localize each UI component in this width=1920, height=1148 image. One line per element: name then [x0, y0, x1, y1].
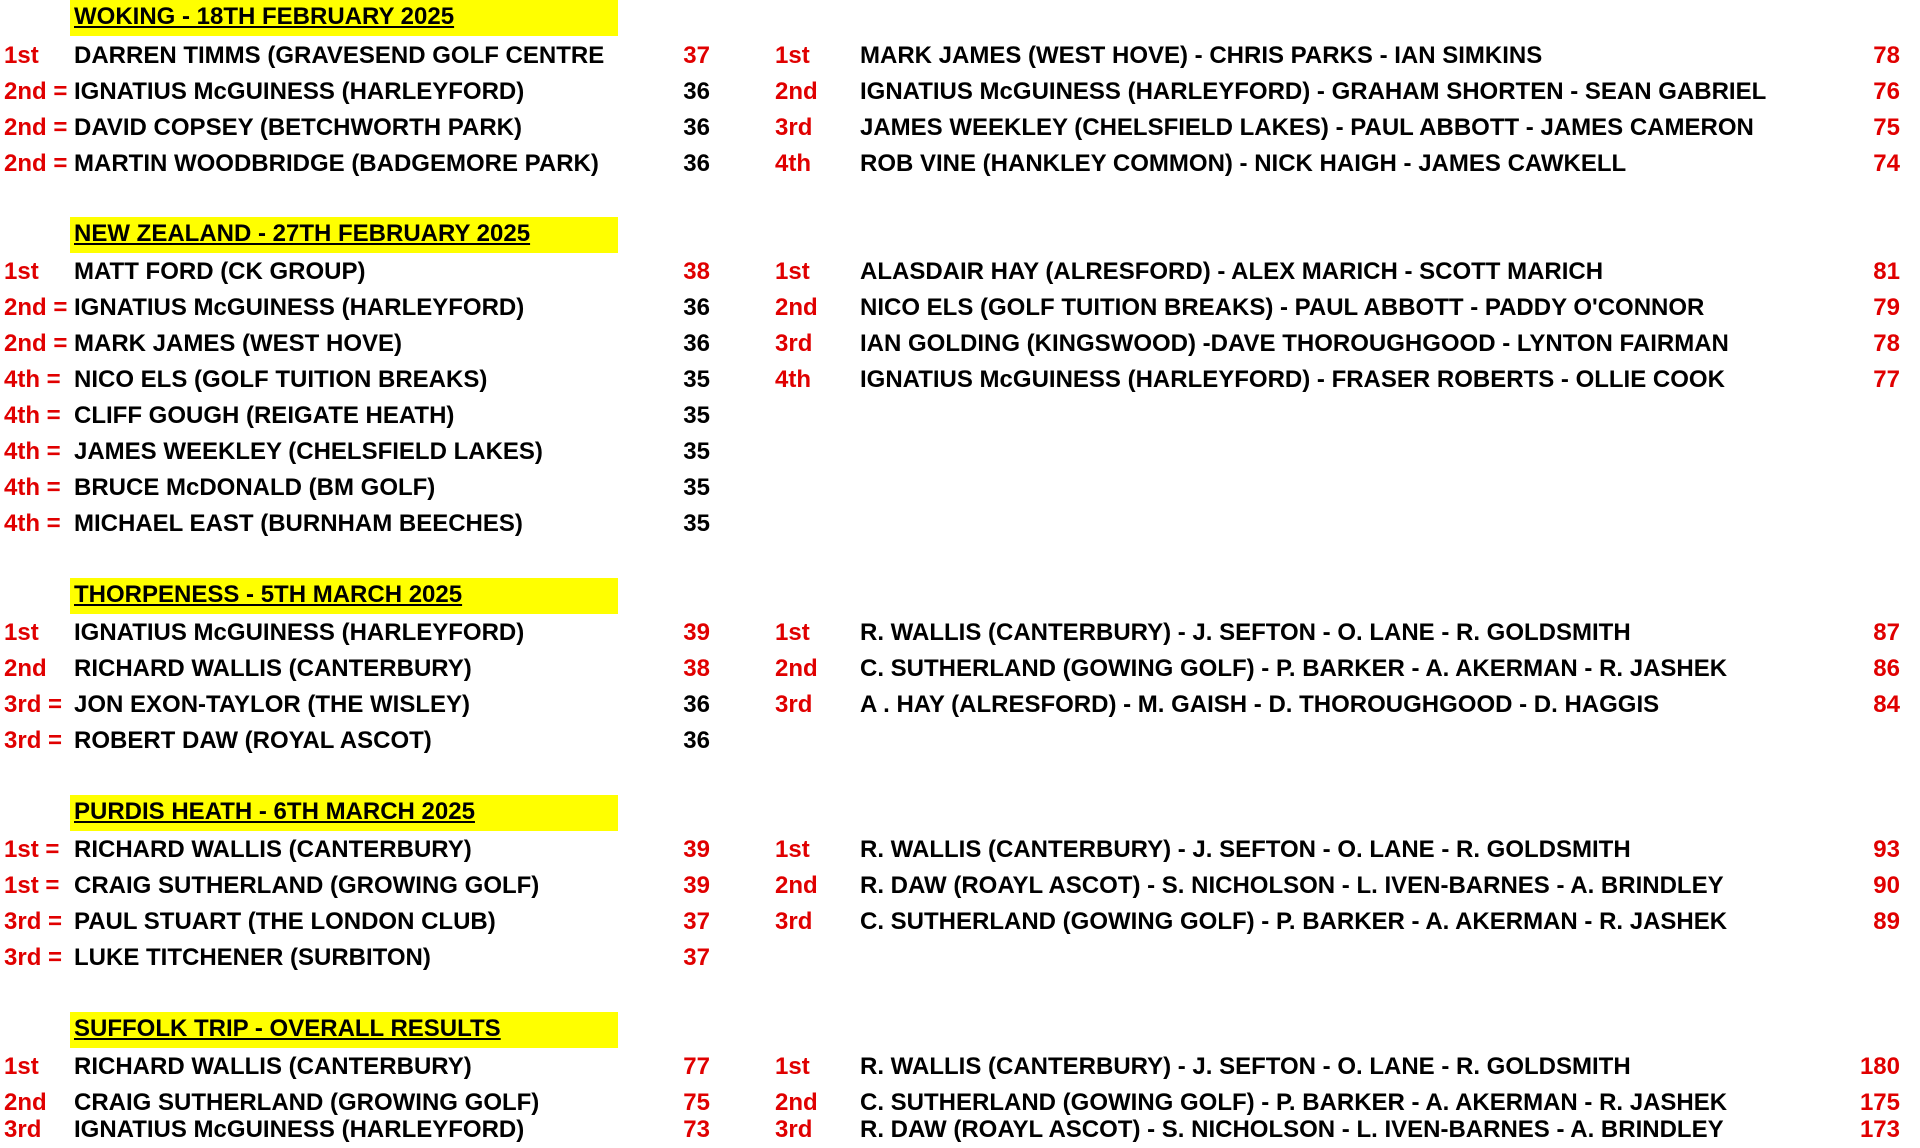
result-row	[0, 362, 1920, 398]
individual-name: JAMES WEEKLEY (CHELSFIELD LAKES)	[74, 438, 543, 465]
individual-score: 35	[683, 474, 710, 501]
team-names: IAN GOLDING (KINGSWOOD) -DAVE THOROUGHGOOD - LYNTON FAIRMAN	[860, 330, 1729, 357]
result-row	[0, 723, 1920, 759]
section-title: THORPENESS - 5TH MARCH 2025	[74, 581, 463, 608]
individual-name: JON EXON-TAYLOR (THE WISLEY)	[74, 691, 471, 718]
result-row	[0, 832, 1920, 868]
team-names: A . HAY (ALRESFORD) - M. GAISH - D. THOROUGHGOOD - D. HAGGIS	[860, 691, 1660, 718]
individual-score: 38	[683, 655, 710, 682]
individual-score: 36	[683, 150, 710, 177]
individual-score: 39	[683, 872, 710, 899]
individual-position: 3rd =	[4, 727, 63, 754]
result-row	[0, 326, 1920, 362]
result-row	[0, 38, 1920, 74]
section-heading	[70, 217, 618, 253]
individual-position: 2nd =	[4, 78, 68, 105]
individual-position: 2nd	[4, 1089, 47, 1116]
team-score: 175	[1859, 1089, 1900, 1116]
team-names: IGNATIUS McGUINESS (HARLEYFORD) - GRAHAM SHORTEN - SEAN GABRIEL	[860, 78, 1767, 105]
section-title: PURDIS HEATH - 6TH MARCH 2025	[74, 798, 475, 825]
individual-score: 38	[683, 258, 710, 285]
team-names: IGNATIUS McGUINESS (HARLEYFORD) - FRASER ROBERTS - OLLIE COOK	[860, 366, 1725, 393]
result-row	[0, 651, 1920, 687]
individual-position: 1st	[4, 258, 39, 285]
team-position: 3rd	[775, 330, 813, 357]
result-row	[0, 434, 1920, 470]
individual-position: 2nd =	[4, 294, 68, 321]
team-names: C. SUTHERLAND (GOWING GOLF) - P. BARKER - A. AKERMAN - R. JASHEK	[860, 655, 1728, 682]
individual-name: RICHARD WALLIS (CANTERBURY)	[74, 1053, 472, 1080]
section-heading	[70, 0, 618, 36]
individual-name: LUKE TITCHENER (SURBITON)	[74, 944, 431, 971]
individual-position: 2nd =	[4, 114, 68, 141]
individual-name: CLIFF GOUGH (REIGATE HEATH)	[74, 402, 455, 429]
individual-name: DARREN TIMMS (GRAVESEND GOLF CENTRE	[74, 42, 605, 69]
individual-score: 73	[683, 1116, 710, 1143]
individual-position: 4th =	[4, 366, 61, 393]
individual-position: 2nd	[4, 655, 47, 682]
result-row	[0, 470, 1920, 506]
team-position: 1st	[775, 258, 810, 285]
section-heading	[70, 578, 618, 614]
team-names: JAMES WEEKLEY (CHELSFIELD LAKES) - PAUL ABBOTT - JAMES CAMERON	[860, 114, 1754, 141]
section-title: NEW ZEALAND - 27TH FEBRUARY 2025	[74, 220, 531, 247]
team-score: 180	[1859, 1053, 1900, 1080]
individual-position: 1st	[4, 1053, 39, 1080]
team-score: 87	[1873, 619, 1900, 646]
team-position: 2nd	[775, 872, 818, 899]
individual-position: 3rd =	[4, 691, 63, 718]
result-row	[0, 1112, 1920, 1148]
team-names: R. WALLIS (CANTERBURY) - J. SEFTON - O. LANE - R. GOLDSMITH	[860, 836, 1631, 863]
team-position: 4th	[775, 150, 811, 177]
team-position: 2nd	[775, 1089, 818, 1116]
team-names: R. WALLIS (CANTERBURY) - J. SEFTON - O. LANE - R. GOLDSMITH	[860, 1053, 1631, 1080]
team-names: ROB VINE (HANKLEY COMMON) - NICK HAIGH - JAMES CAWKELL	[860, 150, 1627, 177]
team-names: R. DAW (ROAYL ASCOT) - S. NICHOLSON - L. IVEN-BARNES - A. BRINDLEY	[860, 1116, 1724, 1143]
team-position: 1st	[775, 619, 810, 646]
individual-name: MARTIN WOODBRIDGE (BADGEMORE PARK)	[74, 150, 599, 177]
section-heading	[70, 1012, 618, 1048]
individual-position: 3rd	[4, 1116, 42, 1143]
team-position: 3rd	[775, 114, 813, 141]
result-row	[0, 615, 1920, 651]
team-score: 89	[1873, 908, 1900, 935]
individual-score: 35	[683, 366, 710, 393]
individual-score: 35	[683, 510, 710, 537]
team-position: 2nd	[775, 655, 818, 682]
individual-name: MICHAEL EAST (BURNHAM BEECHES)	[74, 510, 523, 537]
team-position: 3rd	[775, 908, 813, 935]
team-score: 75	[1873, 114, 1900, 141]
team-names: ALASDAIR HAY (ALRESFORD) - ALEX MARICH - SCOTT MARICH	[860, 258, 1604, 285]
individual-score: 36	[683, 691, 710, 718]
individual-position: 1st =	[4, 872, 60, 899]
result-row	[0, 254, 1920, 290]
individual-score: 36	[683, 78, 710, 105]
individual-name: PAUL STUART (THE LONDON CLUB)	[74, 908, 496, 935]
team-score: 77	[1873, 366, 1900, 393]
individual-score: 35	[683, 402, 710, 429]
individual-name: IGNATIUS McGUINESS (HARLEYFORD)	[74, 78, 525, 105]
team-position: 1st	[775, 1053, 810, 1080]
individual-name: CRAIG SUTHERLAND (GROWING GOLF)	[74, 1089, 540, 1116]
individual-name: MATT FORD (CK GROUP)	[74, 258, 366, 285]
result-row	[0, 904, 1920, 940]
section-title: WOKING - 18TH FEBRUARY 2025	[74, 3, 455, 30]
result-row	[0, 687, 1920, 723]
individual-score: 36	[683, 114, 710, 141]
result-row	[0, 506, 1920, 542]
individual-name: CRAIG SUTHERLAND (GROWING GOLF)	[74, 872, 540, 899]
result-row	[0, 290, 1920, 326]
individual-name: IGNATIUS McGUINESS (HARLEYFORD)	[74, 1116, 525, 1143]
individual-position: 2nd =	[4, 150, 68, 177]
team-position: 1st	[775, 836, 810, 863]
individual-position: 4th =	[4, 474, 61, 501]
individual-position: 2nd =	[4, 330, 68, 357]
individual-score: 77	[683, 1053, 710, 1080]
team-score: 79	[1873, 294, 1900, 321]
team-names: C. SUTHERLAND (GOWING GOLF) - P. BARKER - A. AKERMAN - R. JASHEK	[860, 908, 1728, 935]
team-score: 173	[1859, 1116, 1900, 1143]
individual-name: DAVID COPSEY (BETCHWORTH PARK)	[74, 114, 523, 141]
individual-name: RICHARD WALLIS (CANTERBURY)	[74, 836, 472, 863]
section-title: SUFFOLK TRIP - OVERALL RESULTS	[74, 1015, 501, 1042]
individual-position: 4th =	[4, 510, 61, 537]
result-row	[0, 1049, 1920, 1085]
individual-score: 36	[683, 294, 710, 321]
result-row	[0, 940, 1920, 976]
individual-name: MARK JAMES (WEST HOVE)	[74, 330, 403, 357]
individual-name: ROBERT DAW (ROYAL ASCOT)	[74, 727, 432, 754]
individual-position: 3rd =	[4, 944, 63, 971]
individual-score: 37	[683, 42, 710, 69]
result-row	[0, 398, 1920, 434]
team-score: 93	[1873, 836, 1900, 863]
result-row	[0, 868, 1920, 904]
individual-name: BRUCE McDONALD (BM GOLF)	[74, 474, 436, 501]
individual-score: 35	[683, 438, 710, 465]
individual-position: 3rd =	[4, 908, 63, 935]
team-position: 3rd	[775, 1116, 813, 1143]
team-position: 2nd	[775, 78, 818, 105]
team-names: R. WALLIS (CANTERBURY) - J. SEFTON - O. LANE - R. GOLDSMITH	[860, 619, 1631, 646]
team-position: 4th	[775, 366, 811, 393]
individual-name: NICO ELS (GOLF TUITION BREAKS)	[74, 366, 488, 393]
individual-name: RICHARD WALLIS (CANTERBURY)	[74, 655, 472, 682]
result-row	[0, 110, 1920, 146]
team-names: C. SUTHERLAND (GOWING GOLF) - P. BARKER - A. AKERMAN - R. JASHEK	[860, 1089, 1728, 1116]
individual-score: 37	[683, 908, 710, 935]
individual-score: 75	[683, 1089, 710, 1116]
team-names: MARK JAMES (WEST HOVE) - CHRIS PARKS - IAN SIMKINS	[860, 42, 1543, 69]
team-position: 3rd	[775, 691, 813, 718]
team-score: 78	[1873, 42, 1900, 69]
individual-score: 36	[683, 330, 710, 357]
individual-score: 37	[683, 944, 710, 971]
team-score: 81	[1873, 258, 1900, 285]
team-score: 76	[1873, 78, 1900, 105]
team-position: 2nd	[775, 294, 818, 321]
individual-position: 4th =	[4, 438, 61, 465]
individual-position: 1st =	[4, 836, 60, 863]
team-score: 78	[1873, 330, 1900, 357]
team-position: 1st	[775, 42, 810, 69]
individual-score: 39	[683, 619, 710, 646]
team-score: 86	[1873, 655, 1900, 682]
team-names: R. DAW (ROAYL ASCOT) - S. NICHOLSON - L. IVEN-BARNES - A. BRINDLEY	[860, 872, 1724, 899]
team-names: NICO ELS (GOLF TUITION BREAKS) - PAUL ABBOTT - PADDY O'CONNOR	[860, 294, 1705, 321]
individual-position: 1st	[4, 42, 39, 69]
individual-position: 4th =	[4, 402, 61, 429]
team-score: 84	[1873, 691, 1900, 718]
individual-score: 36	[683, 727, 710, 754]
team-score: 90	[1873, 872, 1900, 899]
section-heading	[70, 795, 618, 831]
individual-score: 39	[683, 836, 710, 863]
individual-name: IGNATIUS McGUINESS (HARLEYFORD)	[74, 619, 525, 646]
team-score: 74	[1873, 150, 1900, 177]
individual-position: 1st	[4, 619, 39, 646]
result-row	[0, 146, 1920, 182]
result-row	[0, 74, 1920, 110]
individual-name: IGNATIUS McGUINESS (HARLEYFORD)	[74, 294, 525, 321]
